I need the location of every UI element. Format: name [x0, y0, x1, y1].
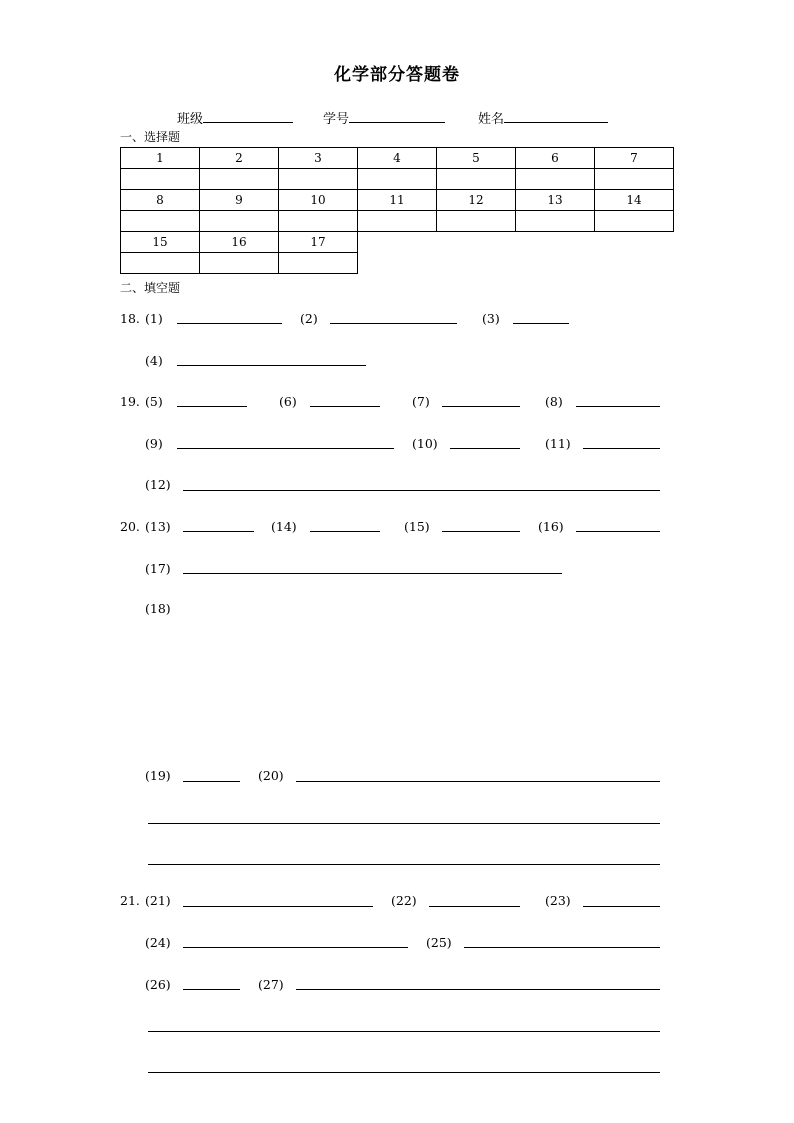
blank-label: (22)	[391, 893, 417, 908]
grid-answer-row	[121, 169, 674, 190]
grid-number: 6	[516, 148, 595, 169]
page-title: 化学部分答题卷	[334, 65, 460, 85]
answer-line[interactable]	[576, 406, 660, 407]
blank-label: (21)	[145, 893, 171, 908]
question-number: 18.	[120, 311, 140, 326]
grid-number: 11	[358, 190, 437, 211]
empty-cell	[516, 232, 595, 253]
blank-label: (8)	[545, 394, 563, 409]
answer-cell[interactable]	[200, 169, 279, 190]
answer-line[interactable]	[177, 448, 394, 449]
student-id-field	[323, 108, 445, 127]
answer-line[interactable]	[148, 864, 660, 865]
answer-line[interactable]	[310, 406, 380, 407]
grid-number: 1	[121, 148, 200, 169]
answer-line[interactable]	[583, 906, 660, 907]
empty-cell	[516, 253, 595, 274]
answer-line[interactable]	[177, 365, 366, 366]
answer-line[interactable]	[183, 947, 408, 948]
answer-cell[interactable]	[200, 253, 279, 274]
blank-label: (18)	[145, 601, 171, 616]
answer-cell[interactable]	[516, 169, 595, 190]
answer-cell[interactable]	[279, 169, 358, 190]
blank-label: (4)	[145, 353, 163, 368]
answer-cell[interactable]	[200, 211, 279, 232]
grid-number: 8	[121, 190, 200, 211]
grid-number: 15	[121, 232, 200, 253]
grid-number: 16	[200, 232, 279, 253]
grid-number: 9	[200, 190, 279, 211]
blank-label: (6)	[279, 394, 297, 409]
blank-label: (9)	[145, 436, 163, 451]
blank-label: (3)	[482, 311, 500, 326]
answer-line[interactable]	[442, 406, 520, 407]
grid-number: 10	[279, 190, 358, 211]
answer-cell[interactable]	[358, 169, 437, 190]
name-label: 姓名	[478, 112, 505, 127]
blank-label: (19)	[145, 768, 171, 783]
blank-label: (25)	[426, 935, 452, 950]
blank-label: (2)	[300, 311, 318, 326]
blank-label: (15)	[404, 519, 430, 534]
blank-label: (5)	[145, 394, 163, 409]
name-input-line[interactable]	[504, 109, 608, 123]
answer-line[interactable]	[183, 490, 660, 491]
blank-label: (13)	[145, 519, 171, 534]
class-field	[177, 108, 293, 127]
grid-number: 14	[595, 190, 674, 211]
empty-cell	[358, 232, 437, 253]
question-number: 20.	[120, 519, 140, 534]
answer-cell[interactable]	[516, 211, 595, 232]
answer-line[interactable]	[513, 323, 569, 324]
class-input-line[interactable]	[203, 109, 293, 123]
answer-cell[interactable]	[121, 253, 200, 274]
answer-line[interactable]	[583, 448, 660, 449]
grid-number: 7	[595, 148, 674, 169]
empty-cell	[437, 253, 516, 274]
answer-line[interactable]	[429, 906, 520, 907]
grid-number: 5	[437, 148, 516, 169]
answer-grid	[120, 147, 674, 274]
grid-number: 13	[516, 190, 595, 211]
blank-label: (24)	[145, 935, 171, 950]
blank-label: (7)	[412, 394, 430, 409]
blank-label: (26)	[145, 977, 171, 992]
answer-line[interactable]	[464, 947, 660, 948]
empty-cell	[595, 253, 674, 274]
answer-cell[interactable]	[595, 169, 674, 190]
blank-label: (1)	[145, 311, 163, 326]
grid-number: 4	[358, 148, 437, 169]
section-fill-in: 二、填空题	[120, 281, 181, 295]
answer-line[interactable]	[177, 406, 247, 407]
answer-line[interactable]	[183, 906, 373, 907]
answer-line[interactable]	[310, 531, 380, 532]
answer-line[interactable]	[148, 823, 660, 824]
grid-answer-row	[121, 253, 674, 274]
empty-cell	[358, 253, 437, 274]
grid-number: 12	[437, 190, 516, 211]
blank-label: (20)	[258, 768, 284, 783]
answer-line[interactable]	[296, 989, 660, 990]
answer-line[interactable]	[183, 531, 254, 532]
grid-number-row	[121, 232, 674, 253]
answer-cell[interactable]	[279, 211, 358, 232]
answer-line[interactable]	[576, 531, 660, 532]
answer-area[interactable]	[183, 620, 660, 760]
answer-cell[interactable]	[358, 211, 437, 232]
answer-cell[interactable]	[121, 211, 200, 232]
answer-line[interactable]	[148, 1072, 660, 1073]
student-id-label: 学号	[323, 112, 350, 127]
answer-line[interactable]	[330, 323, 457, 324]
section-multiple-choice: 一、选择题	[120, 130, 181, 144]
class-label: 班级	[177, 112, 204, 127]
blank-label: (12)	[145, 477, 171, 492]
answer-line[interactable]	[183, 781, 240, 782]
answer-cell[interactable]	[437, 211, 516, 232]
answer-cell[interactable]	[595, 211, 674, 232]
grid-number: 2	[200, 148, 279, 169]
blank-label: (11)	[545, 436, 571, 451]
grid-number-row	[121, 190, 674, 211]
answer-line[interactable]	[442, 531, 520, 532]
blank-label: (14)	[271, 519, 297, 534]
empty-cell	[437, 232, 516, 253]
blank-label: (27)	[258, 977, 284, 992]
blank-label: (10)	[412, 436, 438, 451]
answer-cell[interactable]	[279, 253, 358, 274]
answer-line[interactable]	[177, 323, 282, 324]
question-number: 21.	[120, 893, 140, 908]
answer-cell[interactable]	[437, 169, 516, 190]
empty-cell	[595, 232, 674, 253]
answer-cell[interactable]	[121, 169, 200, 190]
answer-line[interactable]	[296, 781, 660, 782]
answer-line[interactable]	[148, 1031, 660, 1032]
grid-number: 17	[279, 232, 358, 253]
blank-label: (23)	[545, 893, 571, 908]
grid-number: 3	[279, 148, 358, 169]
answer-line[interactable]	[450, 448, 520, 449]
grid-answer-row	[121, 211, 674, 232]
blank-label: (16)	[538, 519, 564, 534]
name-field	[478, 108, 608, 127]
blank-label: (17)	[145, 561, 171, 576]
answer-line[interactable]	[183, 989, 240, 990]
grid-number-row	[121, 148, 674, 169]
answer-line[interactable]	[183, 573, 562, 574]
student-id-input-line[interactable]	[349, 109, 445, 123]
question-number: 19.	[120, 394, 140, 409]
